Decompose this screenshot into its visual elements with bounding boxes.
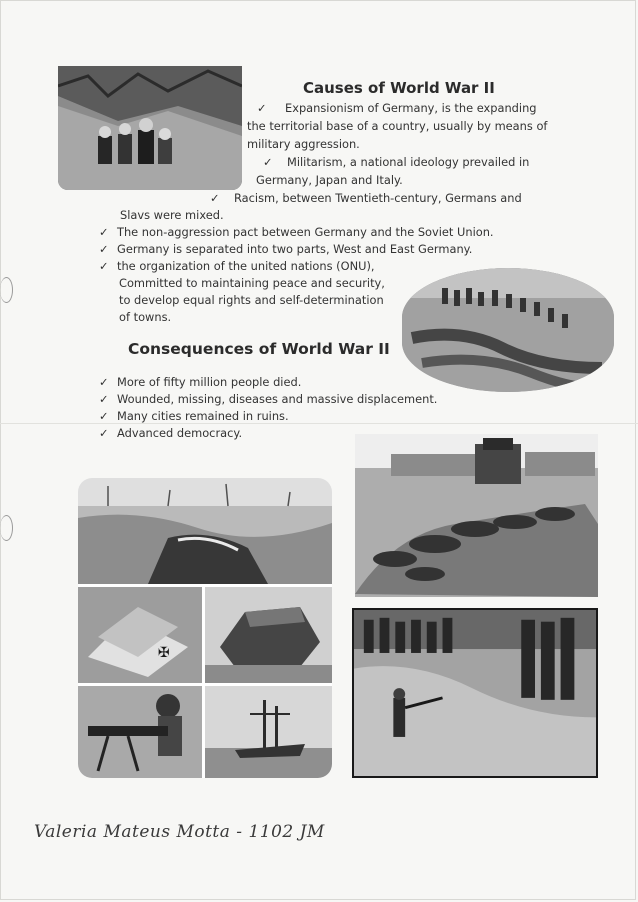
check-icon: ✓: [99, 225, 109, 239]
check-icon: ✓: [99, 375, 109, 389]
photo-children-in-rubble: [58, 66, 242, 190]
check-icon: ✓: [257, 101, 267, 115]
consequence-line: ✓ Many cities remained in ruins.: [99, 409, 289, 423]
check-icon: ✓: [263, 155, 273, 169]
consequence-line: ✓ Advanced democracy.: [99, 426, 243, 440]
check-icon: ✓: [99, 426, 109, 440]
binder-hole-bottom: [0, 515, 13, 541]
cause-line: military aggression.: [247, 137, 360, 151]
check-icon: ✓: [99, 259, 109, 273]
photo-camp-truck: [355, 434, 598, 597]
fold-line: [0, 423, 638, 424]
cause-line: ✓ Militarism, a national ideology prevailed in: [263, 155, 530, 169]
photo-sinking-ship: [205, 686, 332, 778]
cause-line: Committed to maintaining peace and security,: [119, 276, 385, 290]
check-icon: ✓: [99, 242, 109, 256]
photo-trench-battlefield: [78, 478, 332, 584]
consequence-line: ✓ More of fifty million people died.: [99, 375, 302, 389]
photo-machine-gunner: [78, 686, 202, 778]
cause-line: Germany, Japan and Italy.: [256, 173, 403, 187]
svg-text:✠: ✠: [158, 645, 170, 661]
photo-prisoners-field: [402, 268, 614, 392]
cause-line: of towns.: [119, 310, 172, 324]
binder-hole-top: [0, 277, 13, 303]
student-signature: Valeria Mateus Motta - 1102 JM: [34, 822, 325, 842]
photo-tank: [205, 587, 332, 683]
cause-line: ✓ Germany is separated into two parts, West and East Germany.: [99, 242, 473, 256]
cause-line: the territorial base of a country, usually by means of: [247, 119, 548, 133]
photo-collage: [78, 478, 332, 778]
check-icon: ✓: [210, 191, 220, 205]
cause-line: ✓ the organization of the united nations (ONU),: [99, 259, 375, 273]
cause-line: Slavs were mixed.: [120, 208, 224, 222]
photo-biplanes: [78, 587, 202, 683]
check-icon: ✓: [99, 392, 109, 406]
cause-line: ✓ Expansionism of Germany, is the expanding: [257, 101, 537, 115]
consequence-line: ✓ Wounded, missing, diseases and massive displacement.: [99, 392, 438, 406]
check-icon: ✓: [99, 409, 109, 423]
cause-line: ✓ The non-aggression pact between Germany and the Soviet Union.: [99, 225, 494, 239]
cause-line: ✓ Racism, between Twentieth-century, Germans and: [210, 191, 522, 205]
photo-soldiers-pit: [352, 608, 598, 778]
consequences-title: Consequences of World War II: [128, 340, 390, 358]
causes-title: Causes of World War II: [303, 79, 495, 97]
cause-line: to develop equal rights and self-determination: [119, 293, 384, 307]
